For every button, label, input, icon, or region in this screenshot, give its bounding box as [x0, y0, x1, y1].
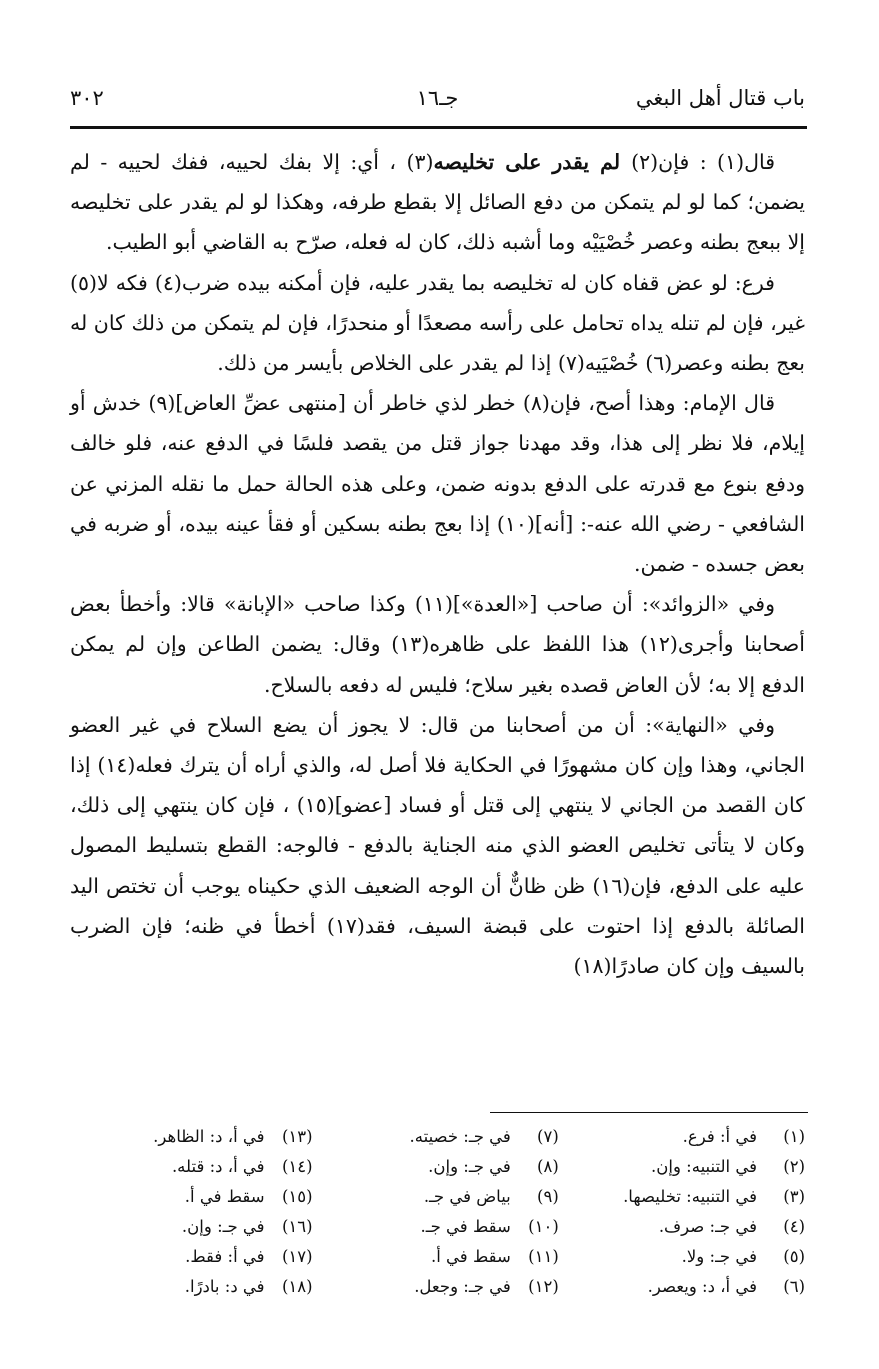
footnote-number: (٢)	[783, 1157, 805, 1176]
footnote-text: سقط في أ.	[184, 1187, 265, 1206]
footnote-text: في جـ: وجعل.	[414, 1277, 511, 1296]
footnote-number: (١٠)	[528, 1217, 559, 1236]
footnote-number: (١١)	[528, 1247, 559, 1266]
footnote-ref: (٢)	[631, 150, 659, 174]
footnote	[562, 1152, 805, 1182]
footnote-number: (١٧)	[281, 1247, 313, 1266]
footnote-number: (١٦)	[281, 1217, 313, 1236]
footnote-text: في أ: فقط.	[185, 1247, 265, 1266]
footnote-number: (٤)	[783, 1217, 805, 1236]
paragraph: وفي «الزوائد»: أن صاحب [«العدة»](١١) وكذا صاحب «الإبانة» قالا: وأخطأ بعض أصحابنا وأجرى(١٢) هذا اللفظ على ظاهره(١٣) وقال: يضمن الطاعن وإن لم يمكن الدفع إلا به؛ لأن العاض قصده بغير سلاح؛ فليس له دفعه بالسلاح.	[70, 592, 806, 697]
footnote	[316, 1182, 559, 1212]
footnote	[70, 1242, 313, 1272]
paragraph-text: ، أي: إلا بفك لحييه، ففك لحييه - لم يضمن؛ كما لو لم يتمكن من دفع الصائل إلا بقطع طرفه، وهكذا لو لم يقدر على تخليصه إلا ببعج بطنه وعصر خُصْيَيْه وما أشبه ذلك، كان له فعله، صرّح به القاضي أبو الطيب.	[70, 150, 805, 255]
footnote-text: في د: بادرًا.	[184, 1277, 265, 1296]
footnote-ref: (١)	[717, 150, 745, 174]
footnote-text: في جـ: خصيته.	[409, 1127, 511, 1146]
main-text	[70, 142, 805, 986]
footnote	[562, 1122, 805, 1152]
footnote	[70, 1272, 313, 1302]
paragraph: وفي «النهاية»: أن من أصحابنا من قال: لا يجوز أن يضع السلاح في غير العضو الجاني، وهذا وإن كان مشهورًا في الحكاية فلا أصل له، والذي أراه أن يترك فعله(١٤) إذا كان القصد من الجاني لا ينتهي إلى قتل أو فساد [عضو](١٥) ، فإن كان ينتهي إلى ذلك، وكان لا يتأتى تخليص العضو الذي منه الجناية بالدفع - فالوجه: القطع بتسليط المصول عليه على الدفع، فإن(١٦) ظن ظانٌّ أن الوجه الضعيف الذي حكيناه يوجب أن تختص اليد الصائلة بالدفع إذا احتوت على قبضة السيف، فقد(١٧) أخطأ في ظنه؛ فإن الضرب بالسيف وإن كان صادرًا(١٨)	[70, 712, 805, 979]
footnote-text: في جـ: صرف.	[658, 1217, 757, 1236]
running-header	[70, 86, 805, 126]
chapter-title: باب قتال أهل البغي	[635, 86, 805, 110]
paragraph-lead: قال	[744, 150, 776, 174]
footnote-text: بياض في جـ.	[423, 1187, 511, 1206]
footnote-column	[562, 1122, 805, 1302]
footnote-number: (٩)	[537, 1187, 559, 1206]
footnote	[562, 1242, 805, 1272]
footnote	[70, 1122, 313, 1152]
footnote-text: سقط في أ.	[430, 1247, 511, 1266]
footnote	[316, 1272, 559, 1302]
footnote	[316, 1212, 559, 1242]
footnote-text: في جـ: وإن.	[181, 1217, 265, 1236]
footnote-text: في أ، د: ويعصر.	[647, 1277, 757, 1296]
footnote-text: سقط في جـ.	[420, 1217, 511, 1236]
footnote-text: في أ، د: قتله.	[171, 1157, 265, 1176]
footnote-number: (١٢)	[528, 1277, 559, 1296]
footnote-number: (١٤)	[281, 1157, 313, 1176]
footnote-text: في جـ: وإن.	[428, 1157, 511, 1176]
footnote-number: (٧)	[537, 1127, 559, 1146]
footnote	[316, 1242, 559, 1272]
footnote-number: (١٥)	[281, 1187, 313, 1206]
footnote	[70, 1182, 313, 1212]
footnote-number: (٣)	[783, 1187, 805, 1206]
paragraph: فرع: لو عض قفاه كان له تخليصه بما يقدر عليه، فإن أمكنه بيده ضرب(٤) فكه لا(٥) غير، فإن لم تنله يداه تحامل على رأسه مصعدًا أو منحدرًا، فإن لم يتمكن من ذلك كان له بعج بطنه وعصر(٦) خُصْيَيه(٧) إذا لم يقدر على الخلاص بأيسر من ذلك.	[70, 270, 805, 376]
page-number: ٣٠٢	[70, 86, 104, 110]
footnote-text: في أ، د: الظاهر.	[153, 1127, 265, 1146]
footnote-number: (٥)	[783, 1247, 805, 1266]
paragraph: قال الإمام: وهذا أصح، فإن(٨) خطر لذي خاطر أن [منتهى عضِّ العاض](٩) خدش أو إيلام، فلا نظر إلى هذا، وقد مهدنا جواز قتل من يقصد فلسًا في الدفع عنه، فلو خالف ودفع بنوع مع قدرته على الدفع بدونه ضمن، وعلى هذه الحالة حمل ما نقله المزني عن الشافعي - رضي الله عنه-: [أنه](١٠) إذا بعج بطنه بسكين أو فقأ عينه بيده، أو ضربه في بعض جسده - ضمن.	[70, 391, 806, 577]
footnote	[316, 1122, 559, 1152]
volume-label: جـ١٦	[416, 86, 459, 110]
footnote-number: (٨)	[537, 1157, 559, 1176]
footnote	[70, 1212, 313, 1242]
footnote	[562, 1212, 805, 1242]
footnote-text: في أ: فرع.	[682, 1127, 757, 1146]
footnote	[562, 1182, 805, 1212]
header-rule	[70, 126, 807, 129]
footnote-separator	[490, 1112, 808, 1113]
footnote	[562, 1272, 805, 1302]
footnote-number: (١٣)	[281, 1127, 313, 1146]
paragraph	[70, 142, 805, 263]
footnote-number: (٦)	[783, 1277, 805, 1296]
footnote-column	[316, 1122, 559, 1302]
footnote-text: في التنبيه: تخليصها.	[623, 1187, 757, 1206]
footnote-number: (١)	[783, 1127, 805, 1146]
footnote-text: في التنبيه: وإن.	[651, 1157, 757, 1176]
footnote	[316, 1152, 559, 1182]
paragraph-text: : فإن	[658, 150, 718, 174]
footnote-column	[70, 1122, 313, 1302]
footnote-text: في جـ: ولا.	[681, 1247, 757, 1266]
footnote-number: (١٨)	[281, 1277, 313, 1296]
footnote-ref: (٣)	[406, 150, 434, 174]
quoted-matn: لم يقدر على تخليصه	[433, 150, 632, 174]
footnote	[70, 1152, 313, 1182]
